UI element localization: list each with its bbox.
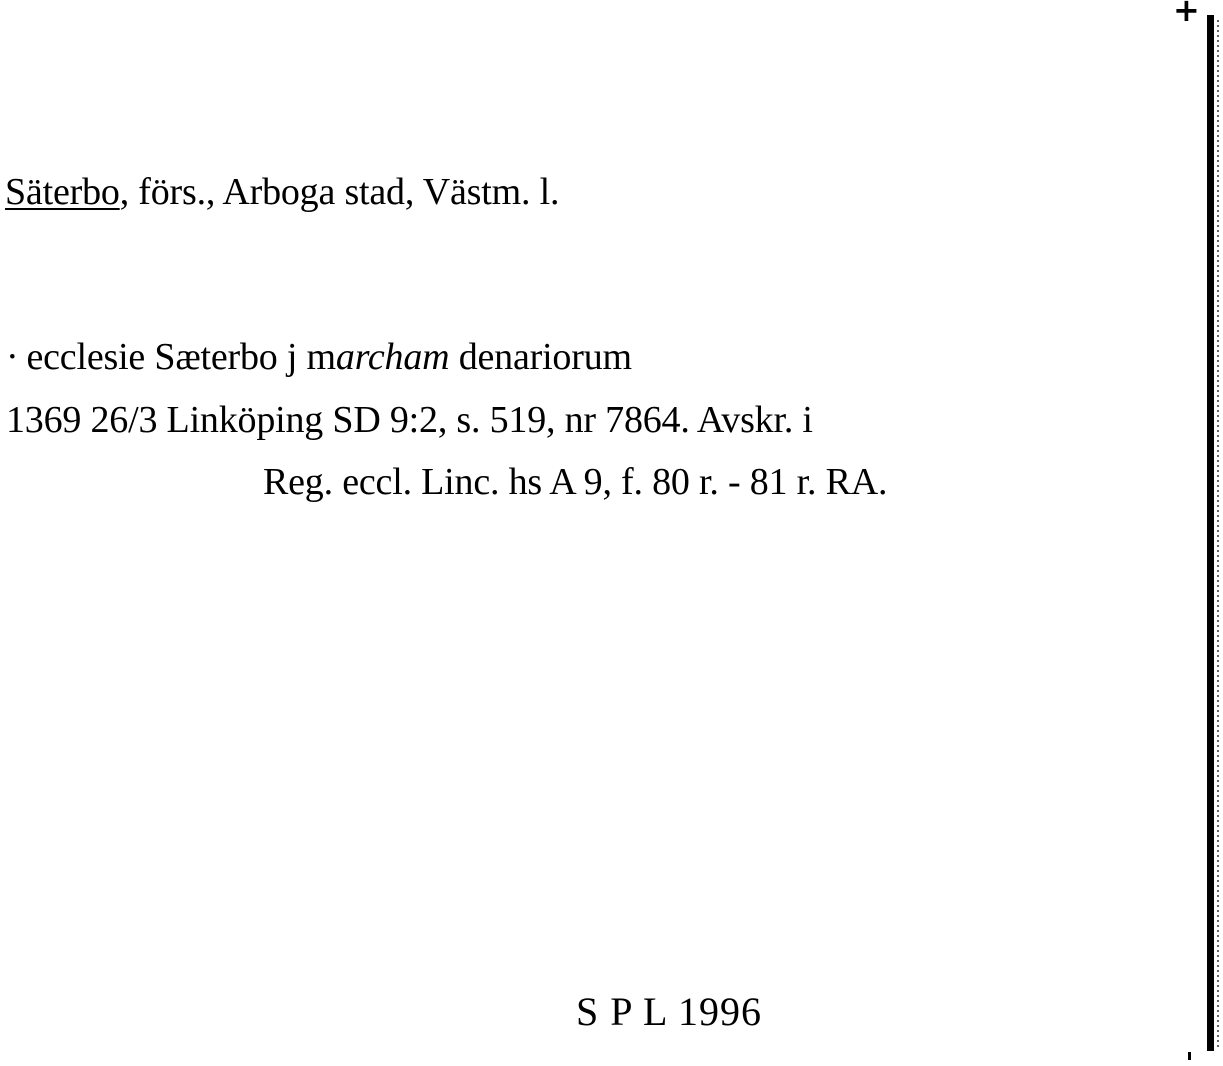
place-description: , förs., Arboga stad, Västm. l. [119,171,560,213]
source-reference-line-2: Reg. eccl. Linc. hs A 9, f. 80 r. - 81 r. RA. [263,461,888,503]
quotation [6,335,632,379]
place-name: Säterbo [5,171,120,213]
card-footer-signature: S P L 1996 [576,989,762,1034]
quote-text-end: denariorum [449,336,632,378]
quote-text-start: ecclesie Sæterbo j m [26,336,336,378]
quote-marker: · [6,336,19,378]
card-edge-line [1207,15,1214,1051]
entry-heading [5,170,559,214]
tick-mark [1188,1052,1191,1060]
quote-text-italic: archam [335,336,450,378]
card-edge-texture [1217,20,1219,1050]
source-reference-line-1: 1369 26/3 Linköping SD 9:2, s. 519, nr 7864. Avskr. i [6,399,813,441]
plus-mark: + [1173,0,1200,29]
